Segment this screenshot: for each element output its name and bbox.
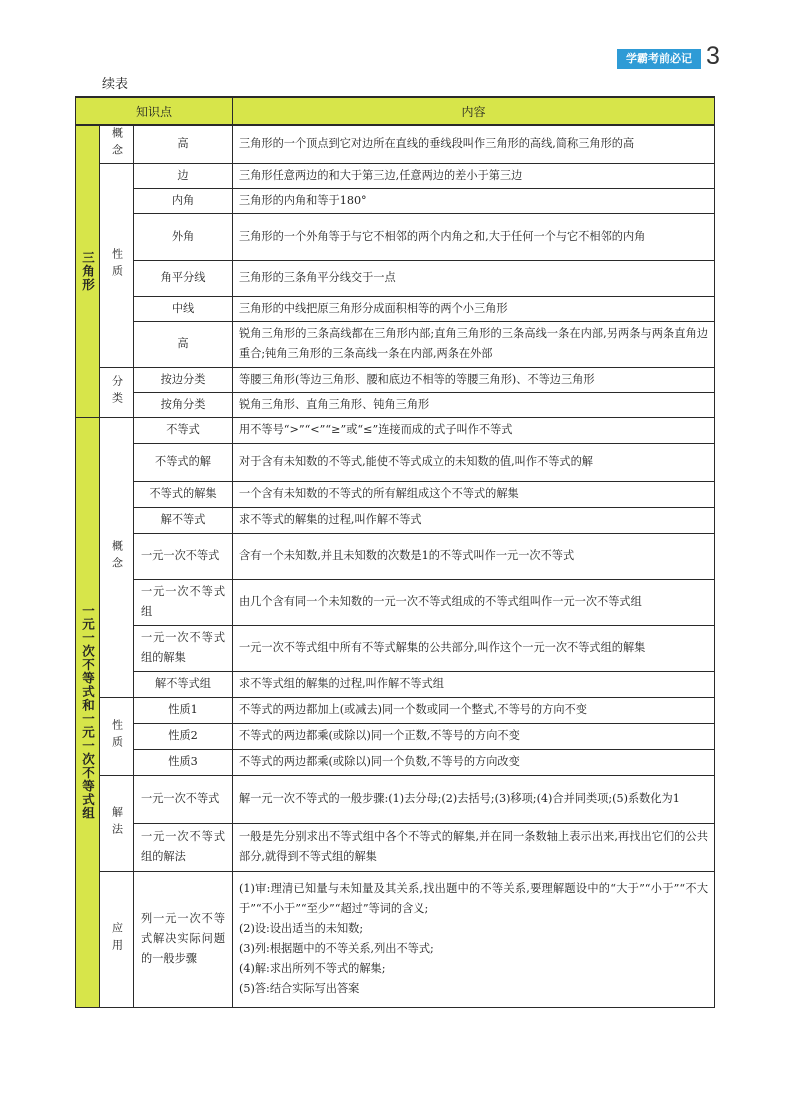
item-content: [233, 871, 715, 1007]
table-row: [76, 417, 715, 443]
group-label: 分类: [110, 375, 124, 409]
group-concept: [100, 125, 134, 163]
application-step: (2)设:设出适当的未知数;: [239, 922, 364, 935]
item-name: 按角分类: [134, 392, 233, 417]
item-content: 一般是先分别求出不等式组中各个不等式的解集,并在同一条数轴上表示出来,再找出它们的公共部分,就得到不等式组的解集: [233, 823, 715, 871]
application-step: (5)答:结合实际写出答案: [239, 982, 360, 995]
item-content: 不等式的两边都加上(或减去)同一个数或同一个整式,不等号的方向不变: [233, 697, 715, 723]
table-row: [76, 697, 715, 723]
item-name: 边: [134, 163, 233, 188]
header-badge: 学霸考前必记: [617, 49, 701, 69]
item-name: 一元一次不等式组的解集: [134, 625, 233, 671]
section-inequality: [76, 417, 100, 1007]
item-content: 求不等式的解集的过程,叫作解不等式: [233, 507, 715, 533]
group-label: 概念: [110, 127, 124, 162]
table-row: [76, 625, 715, 671]
table-row: [76, 321, 715, 367]
item-name: 内角: [134, 188, 233, 213]
item-name: 解不等式组: [134, 671, 233, 697]
item-name: 性质2: [134, 723, 233, 749]
table-row: [76, 871, 715, 1007]
item-name: 高: [134, 321, 233, 367]
item-name: 性质3: [134, 749, 233, 775]
application-step: (3)列:根据题中的不等关系,列出不等式;: [239, 942, 434, 955]
table-row: [76, 723, 715, 749]
page-number: 3: [706, 42, 720, 70]
item-content: 不等式的两边都乘(或除以)同一个正数,不等号的方向不变: [233, 723, 715, 749]
item-content: 求不等式组的解集的过程,叫作解不等式组: [233, 671, 715, 697]
section-label: 三角形: [80, 251, 96, 292]
table-row: [76, 749, 715, 775]
table-row: [76, 260, 715, 296]
item-name: 一元一次不等式组: [134, 579, 233, 625]
section-triangle: [76, 125, 100, 417]
group-label: 概念: [110, 540, 124, 574]
table-row: [76, 775, 715, 823]
group-method: [100, 775, 134, 871]
table-row: [76, 533, 715, 579]
item-name: 一元一次不等式组的解法: [134, 823, 233, 871]
table-row: [76, 671, 715, 697]
table-row: [76, 213, 715, 260]
item-name: 外角: [134, 213, 233, 260]
item-name: 不等式的解集: [134, 481, 233, 507]
item-content: 等腰三角形(等边三角形、腰和底边不相等的等腰三角形)、不等边三角形: [233, 367, 715, 392]
group-label: 性质: [110, 248, 124, 282]
group-application: [100, 871, 134, 1007]
item-content: 对于含有未知数的不等式,能使不等式成立的未知数的值,叫作不等式的解: [233, 443, 715, 481]
header-knowledge: 知识点: [76, 97, 233, 125]
table-row: [76, 392, 715, 417]
item-content: 三角形的内角和等于180°: [233, 188, 715, 213]
table-row: [76, 481, 715, 507]
knowledge-table: [75, 96, 715, 1008]
item-content: 三角形任意两边的和大于第三边,任意两边的差小于第三边: [233, 163, 715, 188]
header-content: 内容: [233, 97, 715, 125]
item-name: 高: [134, 125, 233, 163]
item-content: 三角形的一个外角等于与它不相邻的两个内角之和,大于任何一个与它不相邻的内角: [233, 213, 715, 260]
application-step: (4)解:求出所列不等式的解集;: [239, 962, 386, 975]
group-property: [100, 163, 134, 367]
item-content: 解一元一次不等式的一般步骤:(1)去分母;(2)去括号;(3)移项;(4)合并同类项;(5)系数化为1: [233, 775, 715, 823]
table-row: [76, 579, 715, 625]
item-name: 一元一次不等式: [134, 533, 233, 579]
item-content: 三角形的一个顶点到它对边所在直线的垂线段叫作三角形的高线,简称三角形的高: [233, 125, 715, 163]
item-content: 不等式的两边都乘(或除以)同一个负数,不等号的方向改变: [233, 749, 715, 775]
table-row: [76, 823, 715, 871]
table-header-row: [76, 97, 715, 125]
table-row: [76, 188, 715, 213]
item-content: 含有一个未知数,并且未知数的次数是1的不等式叫作一元一次不等式: [233, 533, 715, 579]
table-row: [76, 443, 715, 481]
continued-label: 续表: [102, 77, 129, 92]
table-row: [76, 163, 715, 188]
item-name: 按边分类: [134, 367, 233, 392]
item-name: 中线: [134, 296, 233, 321]
item-name: 性质1: [134, 697, 233, 723]
table-row: [76, 125, 715, 163]
item-name: 列一元一次不等式解决实际问题的一般步骤: [134, 871, 233, 1007]
section-label: 一元一次不等式和一元一次不等式组: [80, 604, 96, 820]
item-name: 一元一次不等式: [134, 775, 233, 823]
item-content: 用不等号“>”“<”“≥”或“≤”连接而成的式子叫作不等式: [233, 417, 715, 443]
item-content: 三角形的中线把原三角形分成面积相等的两个小三角形: [233, 296, 715, 321]
item-name: 不等式的解: [134, 443, 233, 481]
group-label: 解法: [110, 806, 124, 840]
item-content: 一元一次不等式组中所有不等式解集的公共部分,叫作这个一元一次不等式组的解集: [233, 625, 715, 671]
item-name: 不等式: [134, 417, 233, 443]
group-label: 应用: [110, 922, 124, 956]
item-content: 一个含有未知数的不等式的所有解组成这个不等式的解集: [233, 481, 715, 507]
table-row: [76, 507, 715, 533]
item-name: 解不等式: [134, 507, 233, 533]
group-class: [100, 367, 134, 417]
table-row: [76, 367, 715, 392]
item-content: 三角形的三条角平分线交于一点: [233, 260, 715, 296]
group-concept: [100, 417, 134, 697]
application-step: (1)审:理清已知量与未知量及其关系,找出题中的不等关系,要理解题设中的“大于”“小于”“不大于”“不小于”“至少”“超过”等词的含义;: [239, 882, 709, 915]
group-label: 性质: [110, 719, 124, 753]
item-content: 锐角三角形的三条高线都在三角形内部;直角三角形的三条高线一条在内部,另两条与两条直角边重合;钝角三角形的三条高线一条在内部,两条在外部: [233, 321, 715, 367]
item-name: 角平分线: [134, 260, 233, 296]
table-row: [76, 296, 715, 321]
item-content: 锐角三角形、直角三角形、钝角三角形: [233, 392, 715, 417]
item-content: 由几个含有同一个未知数的一元一次不等式组成的不等式组叫作一元一次不等式组: [233, 579, 715, 625]
group-property: [100, 697, 134, 775]
